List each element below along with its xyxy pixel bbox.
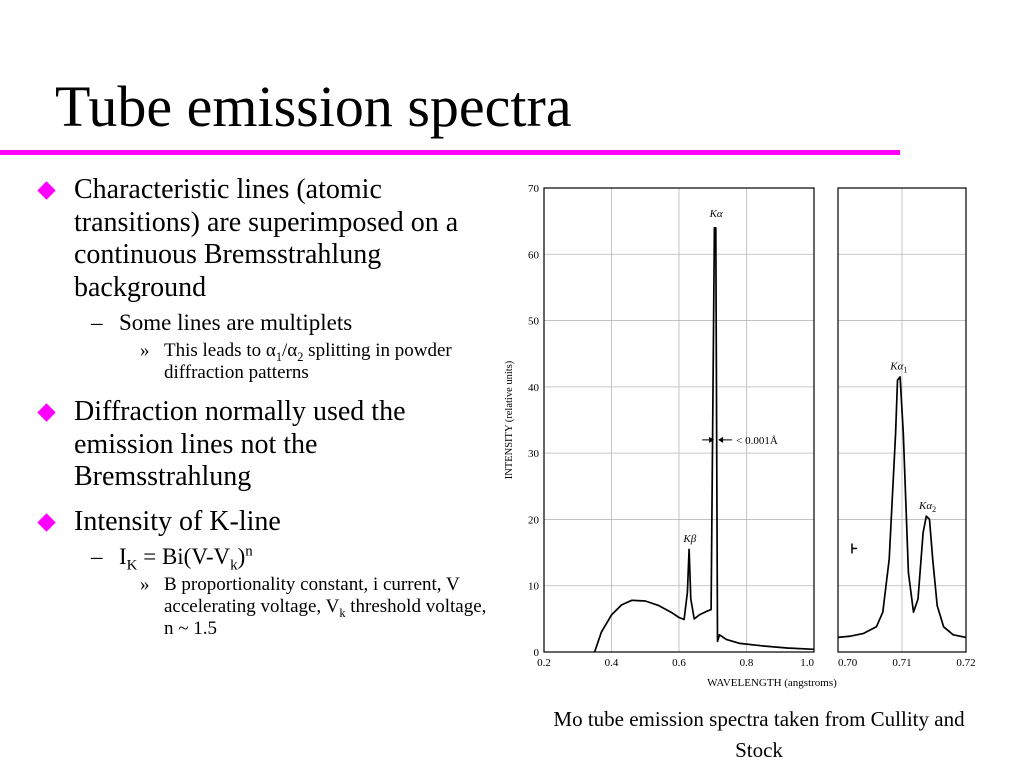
formula-exponent: n <box>245 543 253 560</box>
formula-close: ) <box>237 544 246 569</box>
x-tick-label: 1.0 <box>800 657 814 669</box>
y-tick-label: 50 <box>528 315 539 328</box>
formula-i: I <box>119 544 127 569</box>
peak-label: $K\alpha_1$ <box>890 360 908 375</box>
x-axis-label: WAVELENGTH (angstroms) <box>707 677 837 689</box>
sub-bullet-text: Some lines are multiplets <box>119 310 353 335</box>
x-tick-label: 0.70 <box>838 657 858 669</box>
bullet-text: Diffraction normally used the emission lines not the Bremsstrahlung <box>74 396 406 492</box>
emission-spectrum-chart <box>496 176 980 696</box>
x-tick-label: 0.4 <box>604 657 619 669</box>
x-tick-label: 0.6 <box>672 657 686 669</box>
slide-title: Tube emission spectra <box>55 74 572 139</box>
y-tick-label: 20 <box>528 514 539 527</box>
x-tick-label: 0.72 <box>956 657 976 669</box>
diamond-bullet-icon <box>37 403 55 421</box>
y-axis-label: INTENSITY (relative units) <box>504 360 515 480</box>
arrowhead-icon <box>718 437 723 443</box>
alpha-symbol: α <box>287 340 298 361</box>
formula-i-subscript: K <box>126 557 138 574</box>
formula-v-subscript: k <box>230 557 238 574</box>
dash-bullet-icon: – <box>91 310 103 335</box>
peak-label: Kβ <box>683 532 697 545</box>
guillemet-bullet-icon: » <box>140 574 150 595</box>
vk-subscript: k <box>339 605 346 620</box>
alpha-symbol: α <box>265 340 276 361</box>
bullet-text: Intensity of K-line <box>74 505 281 537</box>
dash-bullet-icon: – <box>91 544 103 569</box>
bullet-list <box>36 174 496 640</box>
x-tick-label: 0.71 <box>892 657 912 669</box>
subsub-text-prefix: This leads to <box>164 340 266 361</box>
linewidth-label: < 0.001Å <box>736 434 778 447</box>
alpha-subscript-2: 2 <box>297 349 304 364</box>
formula-body: = Bi(V-V <box>137 544 231 569</box>
bullet-characteristic-lines <box>36 174 496 304</box>
subsub-text-part1: B proportionality constant, i current, V accelerating voltage, V <box>164 574 460 617</box>
sub-bullet-formula <box>36 543 496 574</box>
peak-label: $K\alpha_2$ <box>919 499 937 514</box>
title-rule <box>0 150 900 155</box>
x-tick-label: 0.8 <box>739 657 754 669</box>
subsub-text-suffix: splitting in powder diffraction patterns <box>164 340 452 383</box>
diamond-bullet-icon <box>37 181 55 199</box>
y-tick-label: 40 <box>528 381 539 394</box>
y-tick-label: 70 <box>528 183 539 195</box>
subsub-bullet-splitting <box>36 340 496 384</box>
subsub-text-part2: threshold voltage, n ~ 1.5 <box>164 596 487 639</box>
alpha-subscript-1: 1 <box>275 349 282 364</box>
bullet-intensity <box>36 506 496 539</box>
y-tick-label: 10 <box>528 580 539 593</box>
y-tick-label: 0 <box>533 647 539 659</box>
sub-bullet-multiplets <box>36 310 496 335</box>
y-tick-label: 60 <box>528 249 539 262</box>
slash: / <box>282 340 288 361</box>
y-tick-label: 30 <box>528 448 539 461</box>
chart-svg <box>496 176 980 696</box>
subsub-bullet-constants <box>36 574 496 640</box>
figure-caption: Mo tube emission spectra taken from Cullity and Stock <box>553 707 965 762</box>
bullet-text: Characteristic lines (atomic transitions) are superimposed on a continuous Bremsstrahlung background <box>74 174 459 303</box>
diamond-bullet-icon <box>37 513 55 531</box>
bullet-diffraction <box>36 396 496 494</box>
peak-label: Kα <box>709 208 723 221</box>
guillemet-bullet-icon: » <box>140 340 150 361</box>
x-tick-label: 0.2 <box>537 657 551 669</box>
formula <box>119 543 253 574</box>
